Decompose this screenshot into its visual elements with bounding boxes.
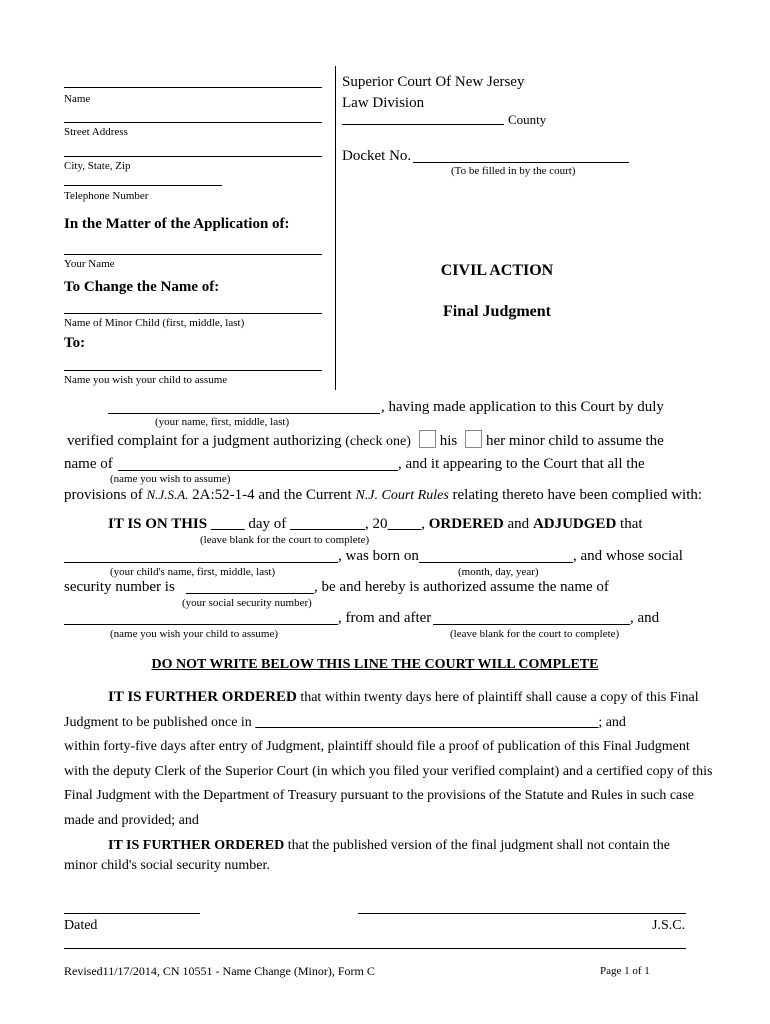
city-label: City, State, Zip (64, 160, 131, 172)
change-heading: To Change the Name of: (64, 279, 220, 295)
name-field[interactable] (64, 87, 322, 88)
do-not-write-notice: DO NOT WRITE BELOW THIS LINE THE COURT WILL COMPLETE (151, 657, 599, 672)
her-label: her minor child to assume the (485, 433, 664, 449)
jsc-label: J.S.C. (652, 918, 686, 933)
body-line8-b: , and (630, 610, 660, 626)
header-divider (335, 66, 336, 390)
civil-action-title: CIVIL ACTION (440, 262, 554, 279)
line4-b: 2A:52-1-4 and the Current (192, 487, 352, 503)
it-is-on-this: IT IS ON THIS (108, 516, 208, 532)
ordered-label: ORDERED (428, 516, 504, 532)
body-line7-b: , be and hereby is authorized assume the name of (314, 579, 609, 595)
assume-name-field-2[interactable] (64, 624, 338, 625)
line4-a: provisions of (64, 487, 143, 503)
judge-signature-field[interactable] (358, 913, 686, 914)
publication-name-field[interactable] (255, 715, 598, 730)
body-line6-a: , was born on (338, 548, 419, 564)
minor-name-label: Name of Minor Child (first, middle, last) (64, 317, 245, 329)
revision-note: Revised11/17/2014, CN 10551 - Name Change (Minor), Form C (64, 964, 375, 978)
matter-heading: In the Matter of the Application of: (64, 216, 290, 232)
date-field[interactable] (64, 913, 200, 914)
birth-date-field[interactable] (419, 562, 573, 563)
njsa-ref: N.J.S.A. (146, 487, 189, 502)
adjudged-label: ADJUDGED (532, 516, 617, 532)
page-number: Page 1 of 1 (600, 965, 650, 977)
effective-date-field[interactable] (433, 624, 630, 625)
docket-note: (To be filled in by the court) (451, 165, 576, 177)
his-checkbox[interactable] (419, 430, 436, 448)
street-label: Street Address (64, 126, 128, 138)
court-name: Superior Court Of New Jersey (342, 74, 525, 90)
body-line2 (67, 430, 664, 450)
day-blank[interactable] (211, 516, 245, 532)
assume-name-caption-2: (name you wish your child to assume) (110, 628, 279, 640)
child-name-caption: (your child's name, first, middle, last) (110, 566, 276, 578)
assume-name-field[interactable] (64, 370, 322, 371)
further1-g: made and provided; and (64, 812, 199, 828)
new-name-caption: (name you wish to assume) (110, 473, 231, 485)
phone-field[interactable] (64, 185, 222, 186)
year-blank[interactable] (388, 516, 422, 532)
line5-day-of: day of (248, 516, 287, 532)
line2-text: verified complaint for a judgment authorizing (67, 433, 342, 449)
division-name: Law Division (342, 95, 425, 111)
further2-a: that the published version of the final judgment shall not contain the (287, 838, 670, 853)
minor-name-field[interactable] (64, 313, 322, 314)
body-line4 (64, 487, 702, 504)
final-judgment-title: Final Judgment (442, 303, 551, 320)
further1-c: ; and (598, 714, 626, 730)
body-line5: IT IS ON THIS day of , 20 , ORDERED and ADJUDGED that (108, 516, 643, 532)
line5-year: , 20 (365, 516, 388, 532)
body-line3-b: , and it appearing to the Court that all the (398, 456, 645, 472)
footer-rule (64, 948, 686, 949)
body-line1-text: , having made application to this Court by duly (381, 399, 664, 415)
check-one-label: (check one) (345, 434, 411, 449)
effective-date-caption: (leave blank for the court to complete) (450, 628, 620, 640)
further1-f: Final Judgment with the Department of Treasury pursuant to the provisions of the Statute and Rules in such case (64, 788, 694, 804)
further-ordered-2-bold: IT IS FURTHER ORDERED (108, 838, 285, 853)
further1-b: Judgment to be published once in (64, 714, 252, 730)
county-field[interactable] (342, 124, 504, 125)
his-label: his (439, 433, 458, 449)
to-heading: To: (64, 335, 86, 351)
month-blank[interactable] (290, 516, 365, 532)
court-complete-caption: (leave blank for the court to complete) (200, 534, 370, 546)
your-name-field[interactable] (64, 254, 322, 255)
docket-label: Docket No. (342, 148, 412, 164)
body-line7-a: security number is (64, 579, 175, 595)
further1-a: that within twenty days here of plaintiff shall cause a copy of this Final (300, 690, 699, 705)
body-line3-a: name of (64, 456, 113, 472)
county-label: County (508, 112, 547, 127)
dated-label: Dated (64, 918, 98, 933)
phone-label: Telephone Number (64, 190, 149, 202)
name-label: Name (64, 93, 91, 105)
your-name-label: Your Name (64, 258, 115, 270)
further2-b: minor child's social security number. (64, 858, 270, 873)
further-ordered-1 (64, 685, 724, 834)
birth-date-caption: (month, day, year) (458, 566, 539, 578)
further1-d: within forty-five days after entry of Judgment, plaintiff should file a proof of publication of this Final Judgment (64, 739, 690, 755)
child-name-field[interactable] (64, 562, 338, 563)
street-field[interactable] (64, 122, 322, 123)
her-checkbox[interactable] (465, 430, 482, 448)
body-line6-b: , and whose social (573, 548, 683, 564)
applicant-name-caption: (your name, first, middle, last) (155, 416, 290, 428)
body-line8-a: , from and after (338, 610, 432, 626)
line4-c: relating thereto have been complied with: (452, 487, 703, 503)
new-name-field[interactable] (118, 470, 398, 471)
ssn-caption: (your social security number) (182, 597, 312, 609)
city-field[interactable] (64, 156, 322, 157)
further-ordered-2 (64, 836, 724, 876)
ssn-field[interactable] (186, 593, 314, 594)
that-label: that (620, 516, 643, 532)
docket-field[interactable] (413, 162, 629, 163)
further-ordered-1-bold: IT IS FURTHER ORDERED (108, 689, 297, 705)
court-rules-ref: N.J. Court Rules (355, 488, 449, 503)
further1-e: with the deputy Clerk of the Superior Court (in which you filed your verified complaint) and a certified copy of this (64, 763, 713, 779)
assume-name-label: Name you wish your child to assume (64, 374, 228, 386)
and-label: and (507, 516, 530, 532)
applicant-name-field[interactable] (108, 413, 380, 414)
